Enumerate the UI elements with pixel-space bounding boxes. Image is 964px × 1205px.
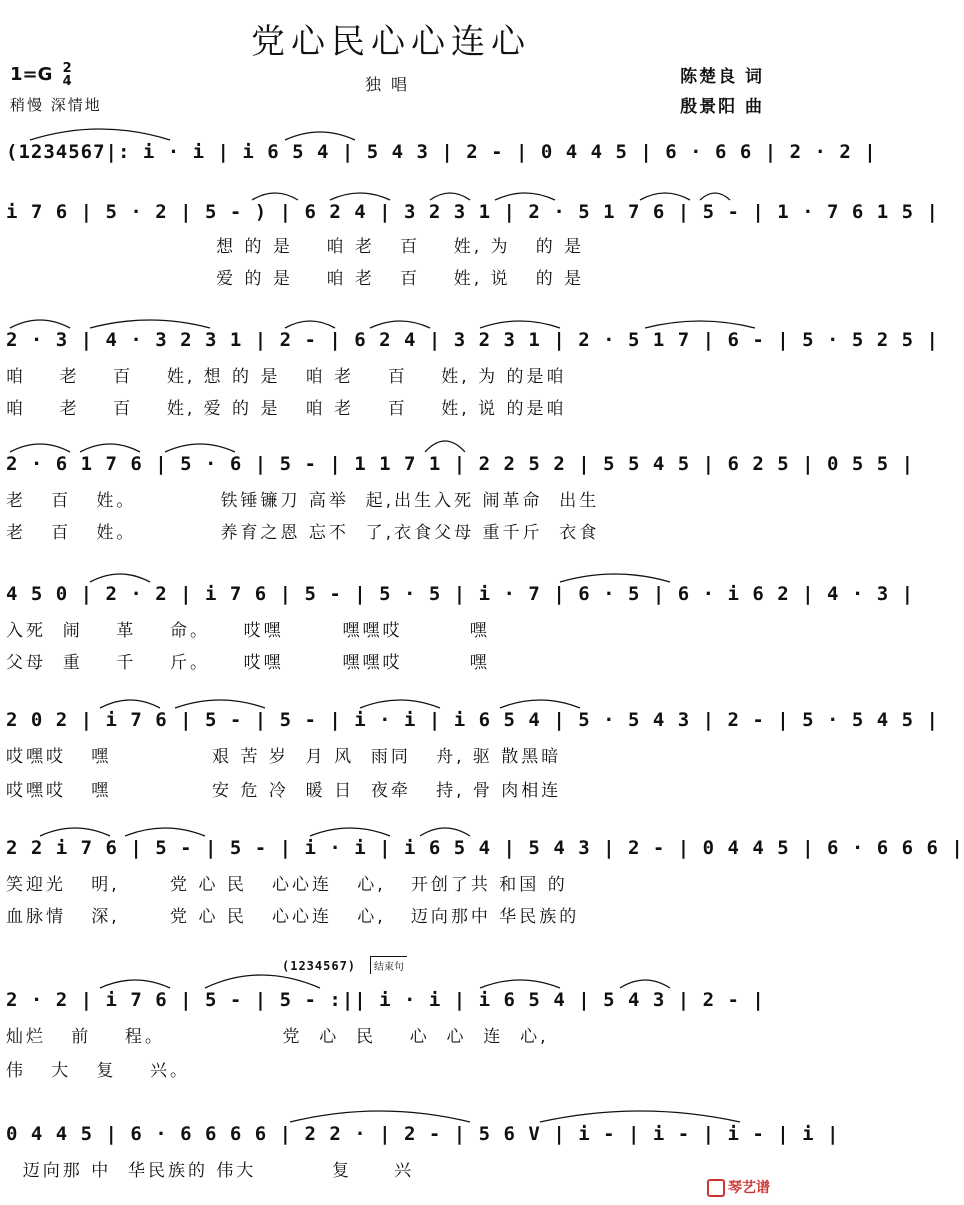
notation-row-5: 4 5 0 | 2 · 2 | i 7 6 | 5 - | 5 · 5 | i · 7 | 6 · 5 | 6 · i 6 2 | 4 · 3 | [6, 583, 915, 605]
slur-arc [420, 828, 470, 836]
lyric-line: 血脉情 深, 党 心 民 心心连 心, 迈向那中 华民族的 [6, 907, 580, 927]
slur-arc [500, 700, 580, 708]
slur-arc [285, 321, 335, 328]
slur-arc [480, 321, 560, 328]
lyric-line: 迈向那 中 华民族的 伟大 复 兴 [6, 1161, 415, 1181]
slur-arc [700, 193, 730, 200]
slur-arc [205, 975, 320, 988]
slur-arc [90, 574, 150, 582]
watermark [707, 1177, 770, 1197]
slur-arc [495, 193, 555, 200]
slur-arc [310, 828, 390, 836]
lyricist-credit: 陈楚良 词 [680, 67, 764, 87]
notation-row-9: 0 4 4 5 | 6 · 6 6 6 6 | 2 2 · | 2 - | 5 6 V | i - | i - | i - | i | [6, 1123, 840, 1145]
slur-arc [30, 129, 170, 140]
slur-arc [80, 444, 140, 452]
slur-arc [125, 828, 205, 836]
lyric-line: 笑迎光 明, 党 心 民 心心连 心, 开创了共 和国 的 [6, 875, 568, 895]
slur-arc [370, 321, 430, 328]
notation-row-8: 2 · 2 | i 7 6 | 5 - | 5 - :|| i · i | i 6 5 4 | 5 4 3 | 2 - | [6, 989, 765, 1011]
notation-row-7: 2 2 i 7 6 | 5 - | 5 - | i · i | i 6 5 4 | 5 4 3 | 2 - | 0 4 4 5 | 6 · 6 6 6 | [6, 837, 964, 859]
slur-arc [100, 980, 170, 988]
ending-label: 结束句 [370, 956, 407, 974]
song-title: 党心民心心连心 [251, 22, 531, 62]
logo-icon [707, 1179, 725, 1197]
slur-arc [645, 321, 755, 328]
slur-arc [10, 444, 70, 452]
slur-arc [480, 980, 560, 988]
slur-arc [252, 193, 298, 200]
lyric-line: 伟 大 复 兴。 [6, 1061, 191, 1081]
time-top: 2 [62, 61, 72, 76]
lyric-line: 哎嘿哎 嘿 安 危 冷 暖 日 夜牵 持, 骨 肉相连 [6, 781, 562, 801]
slur-arc [175, 700, 265, 708]
slur-arc [360, 700, 440, 708]
slur-arc [285, 132, 355, 140]
watermark-text: 琴艺谱 [728, 1180, 770, 1196]
lyric-line: 咱 老 百 姓, 想 的 是 咱 老 百 姓, 为 的是咱 [6, 367, 567, 387]
tempo-marking: 稍慢 深情地 [10, 96, 102, 114]
lyric-line: 老 百 姓。 养育之恩 忘不 了,衣食父母 重千斤 衣食 [6, 523, 600, 543]
lyric-line: 想 的 是 咱 老 百 姓, 为 的 是 [6, 237, 585, 257]
composer-credit: 殷景阳 曲 [680, 97, 764, 117]
slur-arc [425, 441, 465, 452]
notation-row-1: (1234567|: i · i | i 6 5 4 | 5 4 3 | 2 - | 0 4 4 5 | 6 · 6 6 | 2 · 2 | [6, 141, 877, 163]
notation-row-4: 2 · 6 1 7 6 | 5 · 6 | 5 - | 1 1 7 1 | 2 2 5 2 | 5 5 4 5 | 6 2 5 | 0 5 5 | [6, 453, 915, 475]
slur-arc [640, 193, 690, 200]
lyric-line: 爱 的 是 咱 老 百 姓, 说 的 是 [6, 269, 585, 289]
slur-arc [290, 1111, 470, 1122]
slur-arc [540, 1111, 740, 1122]
key-label: 1=G [10, 64, 53, 85]
slur-arc [430, 193, 470, 200]
slur-arc [10, 320, 70, 328]
slur-arc [620, 980, 670, 988]
notation-row-3: 2 · 3 | 4 · 3 2 3 1 | 2 - | 6 2 4 | 3 2 3 1 | 2 · 5 1 7 | 6 - | 5 · 5 2 5 | [6, 329, 939, 351]
slur-arc [560, 574, 670, 582]
performance-type: 独唱 [364, 75, 417, 94]
time-bottom: 4 [62, 74, 72, 89]
slur-arc [100, 700, 160, 708]
slur-arc [40, 828, 110, 836]
notation-row-2: i 7 6 | 5 · 2 | 5 - ) | 6 2 4 | 3 2 3 1 | 2 · 5 1 7 6 | 5 - | 1 · 7 6 1 5 | [6, 201, 939, 223]
slur-arc [330, 193, 390, 200]
slur-arc [90, 320, 210, 328]
lyric-line: 哎嘿哎 嘿 艰 苦 岁 月 风 雨同 舟, 驱 散黑暗 [6, 747, 562, 767]
notation-row-6: 2 0 2 | i 7 6 | 5 - | 5 - | i · i | i 6 5 4 | 5 · 5 4 3 | 2 - | 5 · 5 4 5 | [6, 709, 939, 731]
slur-arc [165, 444, 235, 452]
lyric-line: 老 百 姓。 铁锤镰刀 高举 起,出生入死 闹革命 出生 [6, 491, 600, 511]
lyric-line: 父母 重 千 斤。 哎嘿 嘿嘿哎 嘿 [6, 653, 490, 673]
lyric-line: 入死 闹 革 命。 哎嘿 嘿嘿哎 嘿 [6, 621, 490, 641]
lyric-line: 灿烂 前 程。 党 心 民 心 心 连 心, [6, 1027, 549, 1047]
intro-motif: (1234567) [282, 959, 357, 973]
lyric-line: 咱 老 百 姓, 爱 的 是 咱 老 百 姓, 说 的是咱 [6, 399, 567, 419]
